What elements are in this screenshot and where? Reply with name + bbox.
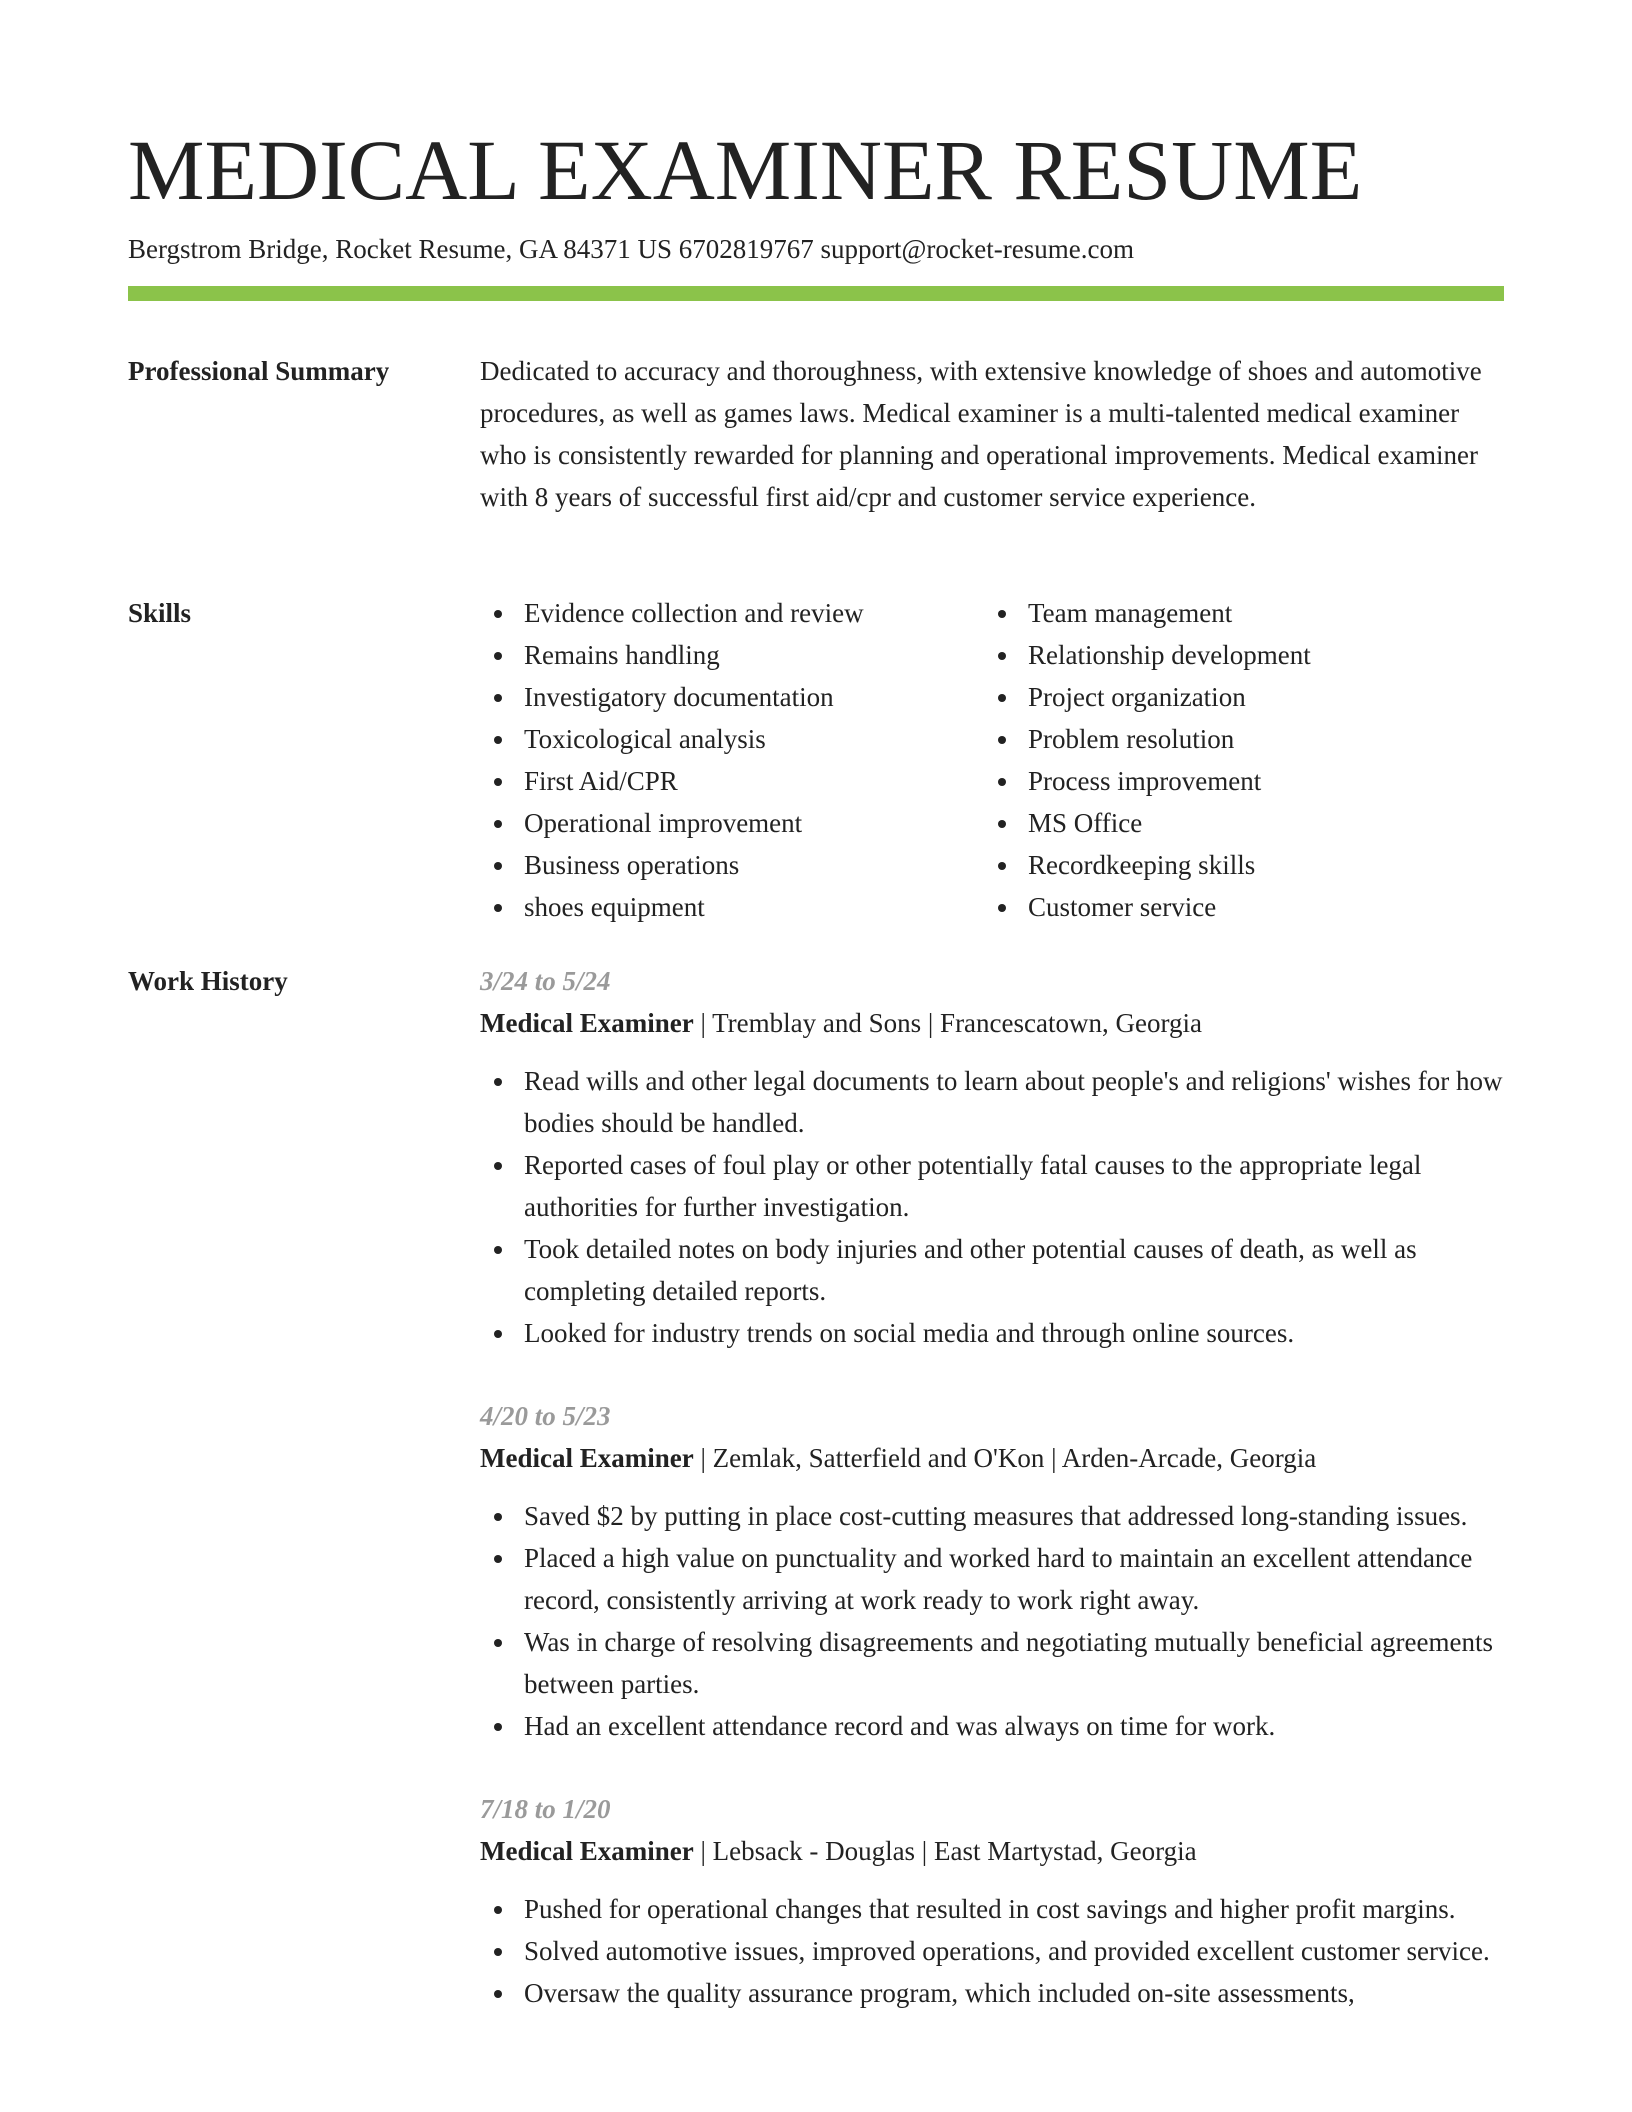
job-role: Medical Examiner	[480, 1836, 694, 1866]
skill-item: First Aid/CPR	[480, 760, 984, 802]
job-duty-item: Was in charge of resolving disagreements and negotiating mutually beneficial agreements between parties.	[480, 1621, 1504, 1705]
summary-text: Dedicated to accuracy and thoroughness, with extensive knowledge of shoes and automotive procedures, as well as games laws. Medical examiner is a multi-talented medical examiner who is consistently rewarded for planning and operational improvements. Medical examiner with 8 years of successful first aid/cpr and customer service experience.	[480, 356, 1482, 512]
skill-item: Relationship development	[984, 634, 1488, 676]
job-title-line	[480, 1830, 1504, 1872]
section-label-summary: Professional Summary	[128, 356, 390, 386]
accent-divider	[128, 286, 1504, 301]
skills-section	[480, 592, 1504, 928]
job-duties-list	[480, 1888, 1504, 2014]
skill-item: Team management	[984, 592, 1488, 634]
job-employer-location: | Lebsack - Douglas | East Martystad, Georgia	[693, 1836, 1197, 1866]
skill-item: Investigatory documentation	[480, 676, 984, 718]
job-duty-item: Reported cases of foul play or other potentially fatal causes to the appropriate legal authorities for further investigation.	[480, 1144, 1504, 1228]
resume-title: MEDICAL EXAMINER RESUME	[128, 122, 1363, 218]
skill-item: MS Office	[984, 802, 1488, 844]
job-dates: 7/18 to 1/20	[480, 1794, 611, 1824]
skill-item: Remains handling	[480, 634, 984, 676]
skill-item: Customer service	[984, 886, 1488, 928]
skill-item: Recordkeeping skills	[984, 844, 1488, 886]
job-duty-item: Oversaw the quality assurance program, which included on-site assessments,	[480, 1972, 1504, 2014]
job-duty-item: Had an excellent attendance record and was always on time for work.	[480, 1705, 1504, 1747]
section-label-work-history: Work History	[128, 966, 288, 996]
skill-item: Business operations	[480, 844, 984, 886]
job-duties-list	[480, 1495, 1504, 1747]
job-role: Medical Examiner	[480, 1443, 694, 1473]
work-history-section	[480, 960, 1504, 2055]
job-employer-location: | Tremblay and Sons | Francescatown, Georgia	[693, 1008, 1202, 1038]
job-role: Medical Examiner	[480, 1008, 694, 1038]
job-title-line	[480, 1437, 1504, 1479]
job-duty-item: Placed a high value on punctuality and worked hard to maintain an excellent attendance record, consistently arriving at work ready to work right away.	[480, 1537, 1504, 1621]
job-entry	[480, 1788, 1504, 2014]
skills-list-right	[984, 592, 1488, 928]
job-entry	[480, 960, 1504, 1354]
job-entry	[480, 1395, 1504, 1747]
job-duty-item: Took detailed notes on body injuries and other potential causes of death, as well as completing detailed reports.	[480, 1228, 1504, 1312]
job-duty-item: Saved $2 by putting in place cost-cutting measures that addressed long-standing issues.	[480, 1495, 1504, 1537]
skill-item: Evidence collection and review	[480, 592, 984, 634]
skill-item: Project organization	[984, 676, 1488, 718]
job-duty-item: Solved automotive issues, improved operations, and provided excellent customer service.	[480, 1930, 1504, 1972]
job-dates: 3/24 to 5/24	[480, 966, 611, 996]
contact-line: Bergstrom Bridge, Rocket Resume, GA 84371 US 6702819767 support@rocket-resume.com	[128, 234, 1134, 264]
section-label-skills: Skills	[128, 598, 192, 628]
skills-list-left	[480, 592, 984, 928]
job-employer-location: | Zemlak, Satterfield and O'Kon | Arden-Arcade, Georgia	[693, 1443, 1317, 1473]
skill-item: Problem resolution	[984, 718, 1488, 760]
job-duty-item: Pushed for operational changes that resulted in cost savings and higher profit margins.	[480, 1888, 1504, 1930]
skill-item: shoes equipment	[480, 886, 984, 928]
job-title-line	[480, 1002, 1504, 1044]
skill-item: Process improvement	[984, 760, 1488, 802]
job-duties-list	[480, 1060, 1504, 1354]
job-dates: 4/20 to 5/23	[480, 1401, 611, 1431]
skill-item: Operational improvement	[480, 802, 984, 844]
skill-item: Toxicological analysis	[480, 718, 984, 760]
job-duty-item: Read wills and other legal documents to learn about people's and religions' wishes for how bodies should be handled.	[480, 1060, 1504, 1144]
summary-section	[480, 350, 1504, 518]
job-duty-item: Looked for industry trends on social media and through online sources.	[480, 1312, 1504, 1354]
